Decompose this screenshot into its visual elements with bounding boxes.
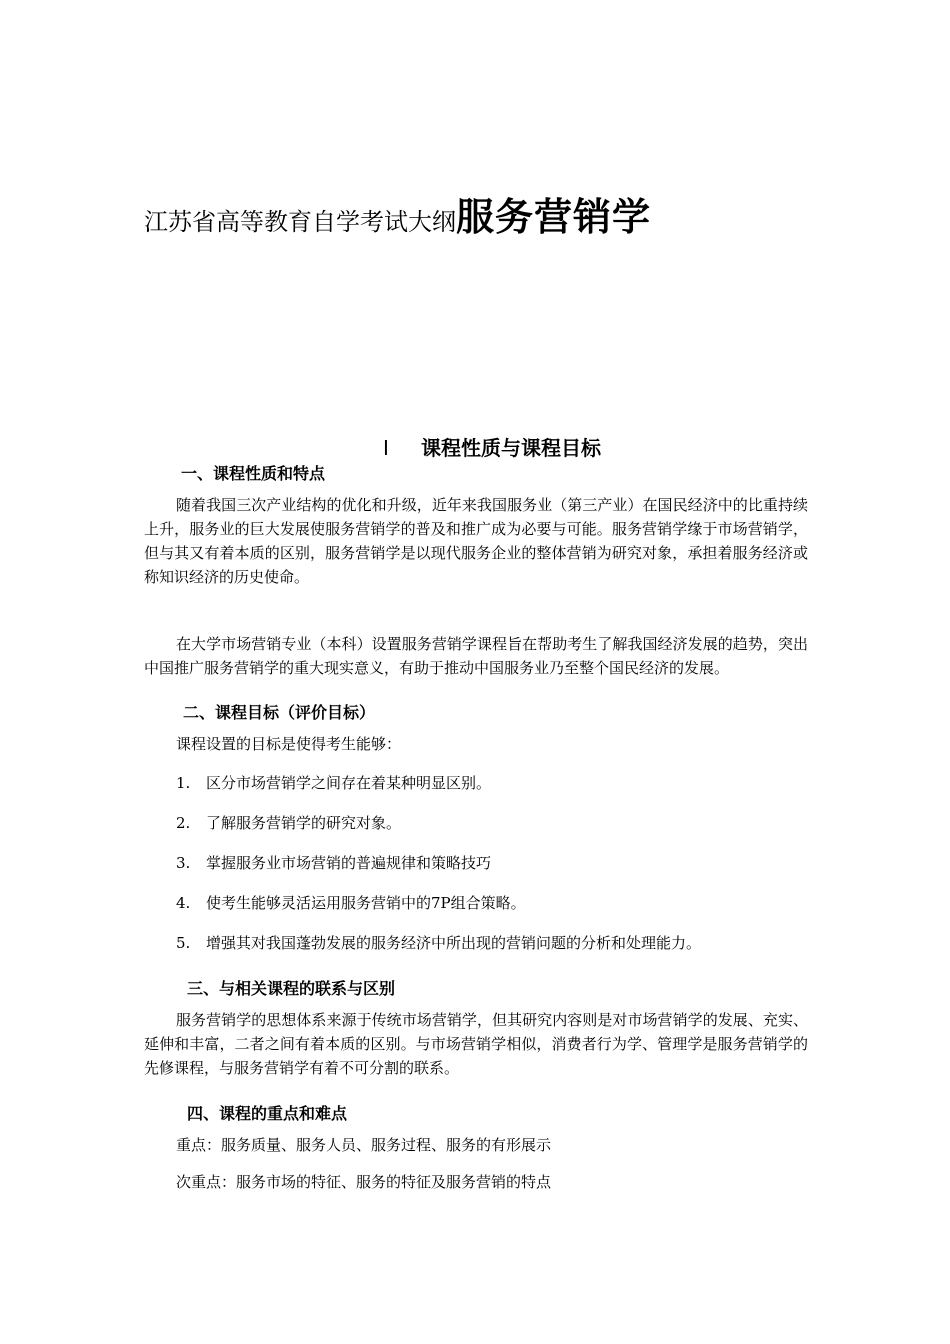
part-numeral: I xyxy=(383,436,389,460)
title-main: 服务营销学 xyxy=(456,195,652,239)
section-heading-1: 一、课程性质和特点 xyxy=(181,464,326,483)
section1-paragraph-2: 在大学市场营销专业（本科）设置服务营销学课程旨在帮助考生了解我国经济发展的趋势，突出中国推广服务营销学的重大现实意义，有助于推动中国服务业乃至整个国民经济的发展。 xyxy=(144,635,808,677)
section3-paragraph: 服务营销学的思想体系来源于传统市场营销学，但其研究内容则是对市场营销学的发展、充实、延伸和丰富，二者之间有着本质的区别。与市场营销学相似，消费者行为学、管理学是服务营销学的先修课程，与服务营销学有着不可分割的联系。 xyxy=(144,1011,808,1077)
objective-item-4 xyxy=(176,891,526,915)
key-points: 重点：服务质量、服务人员、服务过程、服务的有形展示 xyxy=(176,1136,552,1154)
section-heading-2: 二、课程目标（评价目标） xyxy=(183,703,376,722)
objective-text: 增强其对我国蓬勃发展的服务经济中所出现的营销问题的分析和处理能力。 xyxy=(206,934,702,952)
objective-number: 1. xyxy=(176,774,191,792)
section-heading-3: 三、与相关课程的联系与区别 xyxy=(187,979,396,998)
objectives-intro: 课程设置的目标是使得考生能够： xyxy=(176,735,402,753)
objective-text: 使考生能够灵活运用服务营销中的7P组合策略。 xyxy=(206,894,526,912)
objective-number: 3. xyxy=(176,854,191,872)
objective-item-3 xyxy=(176,851,491,875)
objective-item-1 xyxy=(176,771,491,795)
part-heading xyxy=(383,432,601,461)
objective-number: 5. xyxy=(176,934,191,952)
objective-text: 了解服务营销学的研究对象。 xyxy=(206,814,402,832)
objective-item-2 xyxy=(176,811,401,835)
title-prefix: 江苏省高等教育自学考试大纲 xyxy=(144,208,456,236)
objective-text: 掌握服务业市场营销的普遍规律和策略技巧 xyxy=(206,854,492,872)
section-heading-4: 四、课程的重点和难点 xyxy=(187,1104,348,1123)
secondary-key-points: 次重点：服务市场的特征、服务的特征及服务营销的特点 xyxy=(176,1173,552,1191)
section1-paragraph-1: 随着我国三次产业结构的优化和升级，近年来我国服务业（第三产业）在国民经济中的比重持续上升，服务业的巨大发展使服务营销学的普及和推广成为必要与可能。服务营销学缘于市场营销学，但与其又有着本质的区别，服务营销学是以现代服务企业的整体营销为研究对象，承担着服务经济或称知识经济的历史使命。 xyxy=(144,496,808,586)
objective-number: 4. xyxy=(176,894,191,912)
part-title: 课程性质与课程目标 xyxy=(421,436,601,460)
objective-item-5 xyxy=(176,931,701,955)
document-title xyxy=(144,186,651,241)
objective-text: 区分市场营销学之间存在着某种明显区别。 xyxy=(206,774,492,792)
objective-number: 2. xyxy=(176,814,191,832)
